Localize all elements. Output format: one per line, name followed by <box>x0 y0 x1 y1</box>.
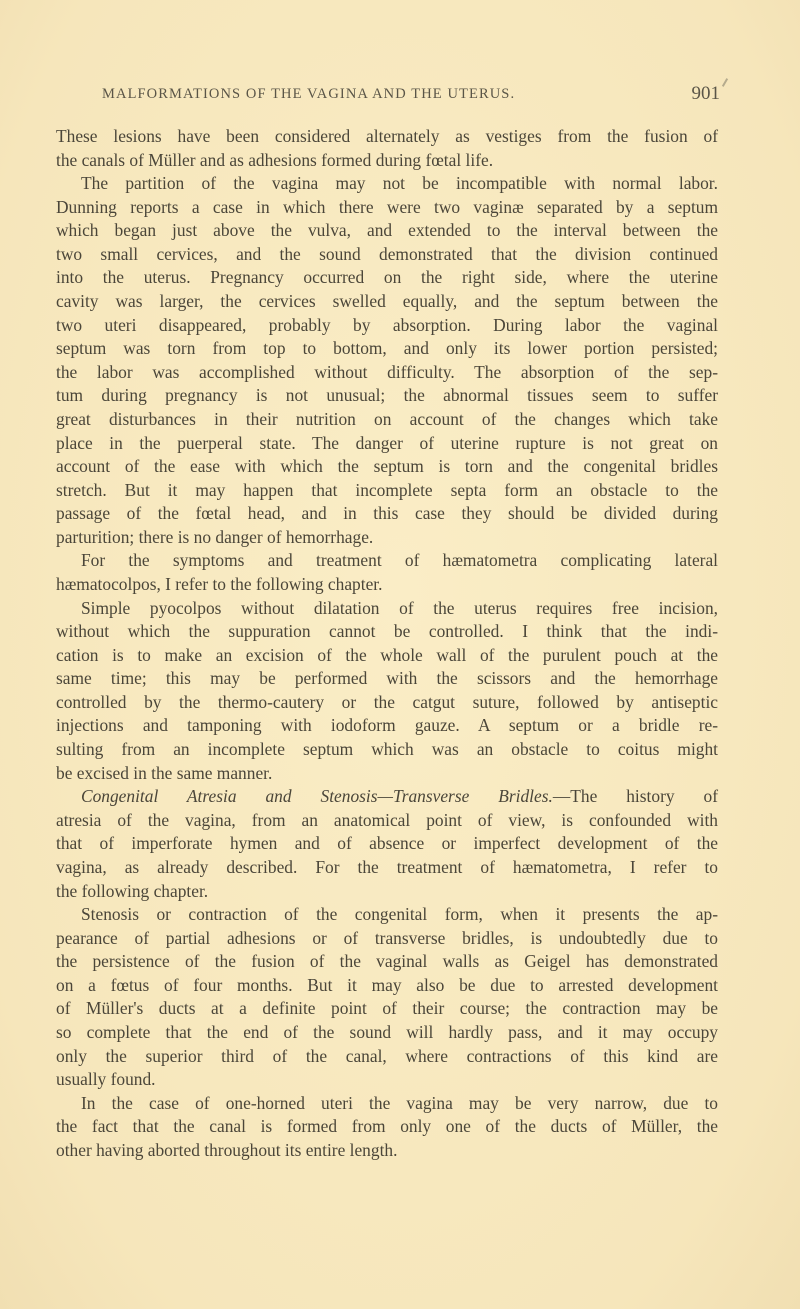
heading-rest: —The history of <box>552 786 718 807</box>
text-line: passage of the fœtal head, and in this case they should be divided during <box>56 503 718 524</box>
text-line: stretch. But it may happen that incomplete septa form an obstacle to the <box>56 479 718 500</box>
text-line: cavity was larger, the cervices swelled equally, and the septum between the <box>56 291 718 312</box>
page-number: 901 <box>691 83 720 104</box>
body-text <box>56 125 718 1162</box>
text-line: atresia of the vagina, from an anatomical point of view, is confounded with <box>56 809 718 830</box>
text-line: without which the suppuration cannot be controlled. I think that the indi- <box>56 621 718 642</box>
text-line: be excised in the same manner. <box>56 762 273 783</box>
paragraph <box>56 785 718 903</box>
text-line: same time; this may be performed with the scissors and the hemorrhage <box>56 668 718 689</box>
paragraph <box>56 903 718 1092</box>
text-line: on a fœtus of four months. But it may also be due to arrested development <box>56 974 718 995</box>
text-line: only the superior third of the canal, where contractions of this kind are <box>56 1045 718 1066</box>
section-heading: Congenital Atresia and Stenosis—Transverse Bridles. <box>81 786 553 807</box>
text-line: pearance of partial adhesions or of transverse bridles, is undoubtedly due to <box>56 927 718 948</box>
paragraph <box>56 549 718 596</box>
text-line: Stenosis or contraction of the congenital form, when it presents the ap- <box>81 904 718 925</box>
text-line: of Müller's ducts at a definite point of their course; the contraction may be <box>56 998 718 1019</box>
text-line: the fact that the canal is formed from only one of the ducts of Müller, the <box>56 1116 718 1137</box>
text-line: so complete that the end of the sound will hardly pass, and it may occupy <box>56 1021 718 1042</box>
pencil-mark <box>722 78 728 87</box>
text-line: septum was torn from top to bottom, and only its lower portion persisted; <box>56 338 718 359</box>
text-line: the following chapter. <box>56 880 209 901</box>
text-line: These lesions have been considered alternately as vestiges from the fusion of <box>56 126 718 146</box>
text-line: sulting from an incomplete septum which was an obstacle to coitus might <box>56 739 718 760</box>
paragraph <box>56 172 718 549</box>
text-line: the persistence of the fusion of the vaginal walls as Geigel has demonstrated <box>56 951 718 972</box>
text-line: that of imperforate hymen and of absence or imperfect development of the <box>56 833 718 854</box>
text-line: two small cervices, and the sound demonstrated that the division continued <box>56 243 718 264</box>
text-line: the canals of Müller and as adhesions formed during fœtal life. <box>56 149 494 170</box>
text-line: hæmatocolpos, I refer to the following chapter. <box>56 573 383 594</box>
text-line: vagina, as already described. For the treatment of hæmatometra, I refer to <box>56 856 718 877</box>
text-line <box>56 785 718 809</box>
paragraph <box>56 125 718 172</box>
paragraph <box>56 1092 718 1163</box>
text-line: Simple pyocolpos without dilatation of the uterus requires free incision, <box>81 597 718 618</box>
text-line: cation is to make an excision of the whole wall of the purulent pouch at the <box>56 644 718 665</box>
running-head <box>56 83 720 108</box>
text-line: great disturbances in their nutrition on account of the changes which take <box>56 408 718 429</box>
paragraph <box>56 597 718 786</box>
text-line: account of the ease with which the septum is torn and the congenital bridles <box>56 456 718 477</box>
text-line: tum during pregnancy is not unusual; the abnormal tissues seem to suffer <box>56 385 718 406</box>
text-line: Dunning reports a case in which there were two vaginæ separated by a septum <box>56 196 718 217</box>
text-line: controlled by the thermo-cautery or the catgut suture, followed by antiseptic <box>56 691 718 712</box>
text-line: which began just above the vulva, and extended to the interval between the <box>56 220 718 241</box>
text-line: into the uterus. Pregnancy occurred on the right side, where the uterine <box>56 267 718 288</box>
text-line: usually found. <box>56 1069 156 1090</box>
text-line: other having aborted throughout its entire length. <box>56 1139 398 1160</box>
text-line: For the symptoms and treatment of hæmatometra complicating lateral <box>81 550 718 571</box>
text-line: The partition of the vagina may not be incompatible with normal labor. <box>81 173 718 194</box>
text-line: parturition; there is no danger of hemorrhage. <box>56 526 374 547</box>
text-line: injections and tamponing with iodoform gauze. A septum or a bridle re- <box>56 715 718 736</box>
text-line: place in the puerperal state. The danger of uterine rupture is not great on <box>56 432 718 453</box>
text-line: In the case of one-horned uteri the vagina may be very narrow, due to <box>81 1092 718 1113</box>
text-line: two uteri disappeared, probably by absorption. During labor the vaginal <box>56 314 718 335</box>
text-line: the labor was accomplished without difficulty. The absorption of the sep- <box>56 361 718 382</box>
running-title: MALFORMATIONS OF THE VAGINA AND THE UTERUS. <box>102 86 516 102</box>
